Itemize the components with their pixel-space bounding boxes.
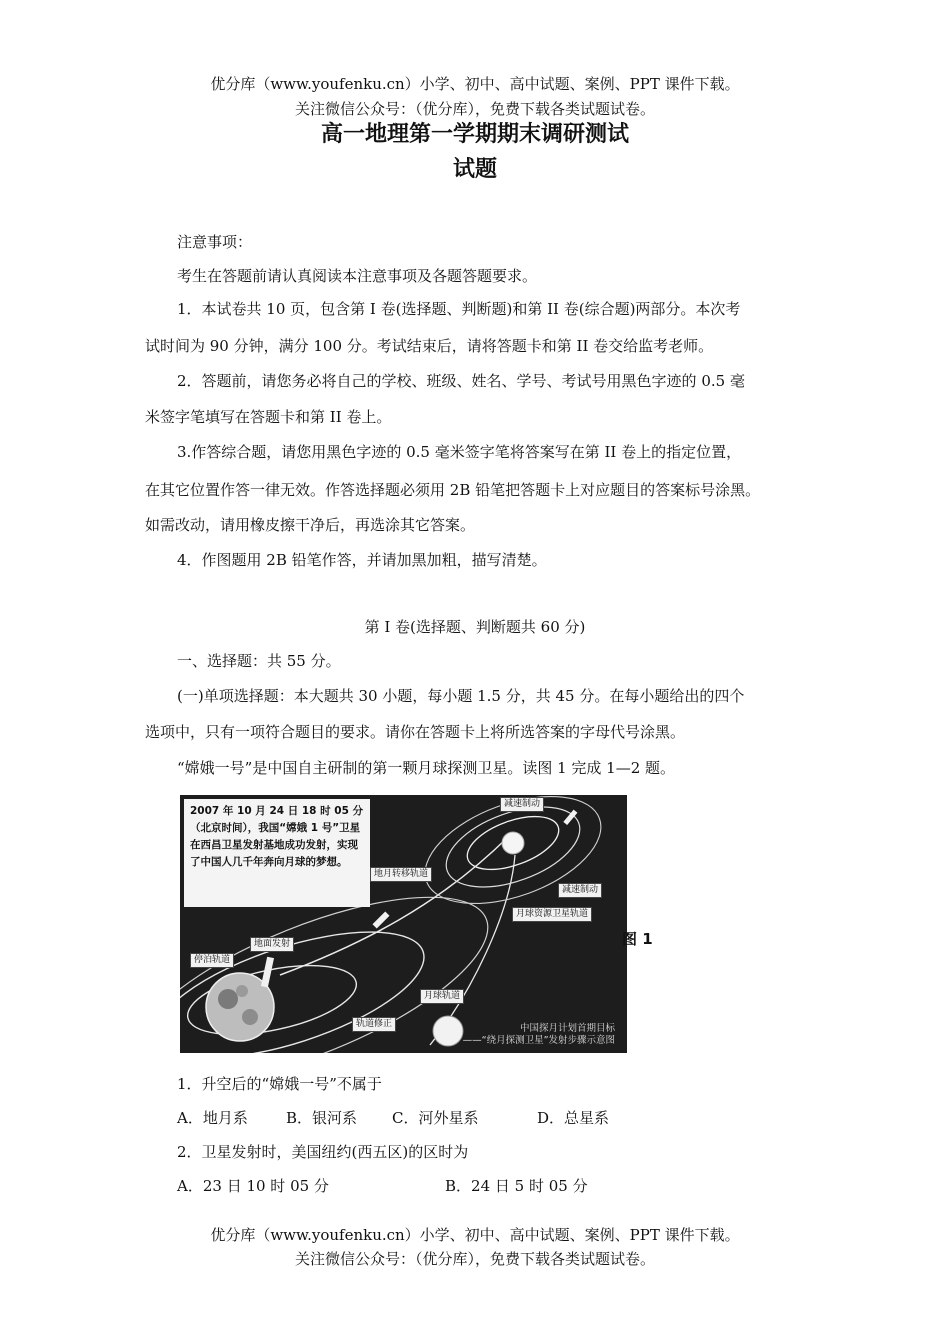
figure-note-moon-orbit: 月球轨道: [420, 989, 464, 1004]
notice-item-3b: 在其它位置作答一律无效。作答选择题必须用 2B 铅笔把答题卡上对应题目的答案标号涂黑。: [145, 481, 761, 499]
header-line-2: 关注微信公众号：（优分库），免费下载各类试题试卷。: [294, 100, 655, 118]
notice-item-2a: 2．答题前，请您务必将自己的学校、班级、姓名、学号、考试号用黑色字迹的 0.5 毫: [177, 372, 745, 390]
figure-note-transfer-orbit: 地月转移轨道: [370, 867, 432, 882]
figure-caption-line-1: 中国探月计划首期目标: [519, 1023, 615, 1034]
figure-note-brake-1: 减速制动: [500, 797, 544, 812]
figure-note-ground-launch: 地面发射: [250, 937, 294, 952]
passage-text: “嫦娥一号”是中国自主研制的第一颗月球探测卫星。读图 1 完成 1—2 题。: [177, 759, 676, 777]
figure-note-brake-2: 减速制动: [558, 883, 602, 898]
q1-option-b: B．银河系: [286, 1109, 358, 1127]
notice-item-4: 4．作图题用 2B 铅笔作答，并请加黑加粗，描写清楚。: [177, 551, 547, 569]
notice-item-3c: 如需改动，请用橡皮擦干净后，再选涂其它答案。: [145, 516, 476, 534]
header-line-1: 优分库（www.youfenku.cn）小学、初中、高中试题、案例、PPT 课件下载。: [210, 75, 740, 93]
figure-label: 图 1: [622, 930, 653, 948]
notice-item-1a: 1．本试卷共 10 页，包含第 I 卷(选择题、判断题)和第 II 卷(综合题)两部分。本次考: [177, 300, 741, 318]
footer-line-2: 关注微信公众号：（优分库），免费下载各类试题试卷。: [294, 1250, 655, 1268]
notice-item-2b: 米签字笔填写在答题卡和第 II 卷上。: [145, 408, 392, 426]
q1-option-d: D．总星系: [537, 1109, 610, 1127]
figure-note-orbit-correction: 轨道修正: [352, 1017, 396, 1032]
q1-option-a: A．地月系: [177, 1109, 248, 1127]
q2-option-b: B．24 日 5 时 05 分: [445, 1177, 588, 1195]
q2-option-a: A．23 日 10 时 05 分: [177, 1177, 329, 1195]
question-1: 1．升空后的“嫦娥一号”不属于: [177, 1075, 382, 1093]
notice-item-1b: 试时间为 90 分钟，满分 100 分。考试结束后，请将答题卡和第 II 卷交给监考老师。: [145, 337, 714, 355]
figure-caption: [463, 1023, 615, 1047]
section-heading: 第 I 卷(选择题、判断题共 60 分): [364, 618, 586, 636]
footer-line-1: 优分库（www.youfenku.cn）小学、初中、高中试题、案例、PPT 课件下载。: [210, 1226, 740, 1244]
figure-note-lunar-resource-orbit: 月球资源卫星轨道: [512, 907, 592, 922]
figure-caption-line-2: ——“绕月探测卫星”发射步骤示意图: [462, 1035, 615, 1046]
page-title: 高一地理第一学期期末调研测试: [320, 122, 629, 147]
single-choice-intro-a: (一)单项选择题：本大题共 30 小题，每小题 1.5 分，共 45 分。在每小题给出的四个: [177, 687, 745, 705]
single-choice-intro-b: 选项中，只有一项符合题目的要求。请你在答题卡上将所选答案的字母代号涂黑。: [145, 723, 686, 741]
question-2: 2．卫星发射时，美国纽约(西五区)的区时为: [177, 1143, 469, 1161]
figure-note-parking-orbit: 停泊轨道: [190, 953, 234, 968]
figure-textbox: 2007 年 10 月 24 日 18 时 05 分（北京时间），我国“嫦娥 1 号”卫星在西昌卫星发射基地成功发射，实现了中国人几千年奔向月球的梦想。: [184, 799, 370, 907]
part-heading: 一、选择题：共 55 分。: [177, 652, 341, 670]
page-subtitle: 试题: [452, 157, 497, 182]
notice-item-3a: 3.作答综合题，请您用黑色字迹的 0.5 毫米签字笔将答案写在第 II 卷上的指定位置，: [177, 443, 742, 461]
figure-chang-e-launch-diagram: [180, 795, 627, 1053]
notice-intro: 考生在答题前请认真阅读本注意事项及各题答题要求。: [177, 267, 538, 285]
q1-option-c: C．河外星系: [392, 1109, 479, 1127]
notice-heading: 注意事项：: [177, 233, 253, 251]
